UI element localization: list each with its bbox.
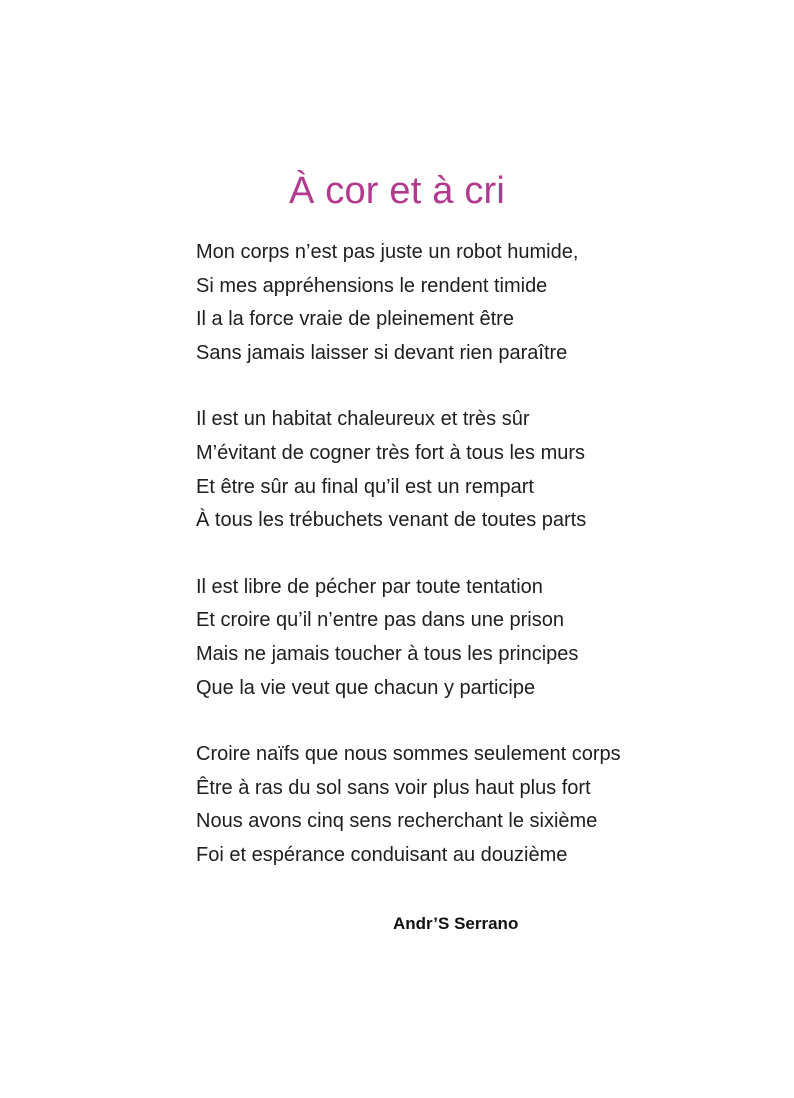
verse-line: Sans jamais laisser si devant rien paraître (196, 341, 568, 364)
verse-line: Croire naïfs que nous sommes seulement corps (196, 743, 621, 766)
verse-line: Il est libre de pécher par toute tentation (196, 575, 543, 598)
author-signature: Andr’S Serrano (393, 914, 519, 933)
verse-line: Nous avons cinq sens recherchant le sixième (196, 810, 598, 833)
verse-line: À tous les trébuchets venant de toutes parts (196, 509, 587, 532)
verse-line: Et être sûr au final qu’il est un rempart (196, 475, 534, 498)
stanza-2 (196, 403, 756, 537)
verse-line: Il a la force vraie de pleinement être (196, 308, 514, 331)
verse-line: M’évitant de cogner très fort à tous les murs (196, 441, 586, 464)
verse-line: Foi et espérance conduisant au douzième (196, 843, 568, 866)
stanza-3 (196, 571, 756, 705)
verse-line: Et croire qu’il n’entre pas dans une prison (196, 609, 564, 632)
stanza-4 (196, 738, 756, 872)
verse-line: Mais ne jamais toucher à tous les principes (196, 642, 579, 665)
verse-line: Que la vie veut que chacun y participe (196, 676, 536, 699)
verse-line: Mon corps n’est pas juste un robot humide, (196, 241, 579, 263)
poem-body (196, 236, 756, 906)
verse-line: Il est un habitat chaleureux et très sûr (196, 408, 530, 431)
verse-line: Si mes appréhensions le rendent timide (196, 274, 548, 297)
poem-title: À cor et à cri (288, 170, 506, 213)
stanza-1 (196, 236, 756, 370)
verse-line: Être à ras du sol sans voir plus haut plus fort (196, 776, 591, 799)
